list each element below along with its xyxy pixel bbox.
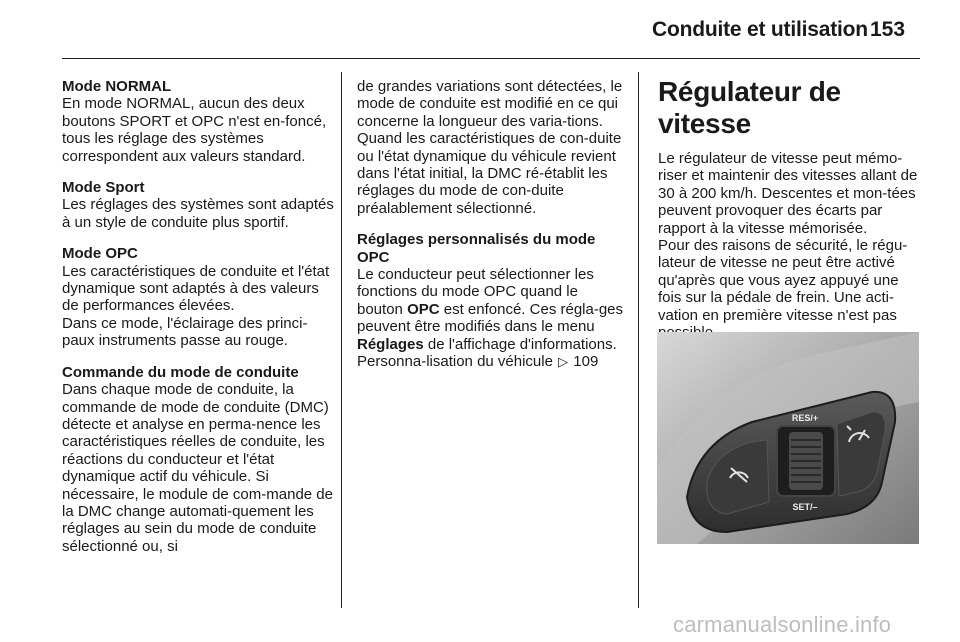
opc-custom-text-a: Le conducteur peut sélectionner les fonctions du mode OPC quand le bouton	[357, 266, 594, 318]
dmc-continued-text: de grandes variations sont détectées, le mode de conduite est modifié en ce qui concerne la longueur des varia-tions.	[357, 78, 623, 130]
opc-button-label: OPC	[407, 300, 440, 318]
column-divider-2	[638, 72, 639, 608]
opc-custom-heading: Réglages personnalisés du mode OPC	[357, 231, 596, 266]
mode-normal-heading: Mode NORMAL	[62, 78, 172, 95]
header-rule	[62, 58, 920, 59]
mode-opc-heading: Mode OPC	[62, 245, 138, 263]
page-reference-icon: ▷	[558, 354, 569, 370]
mode-sport-text: Les réglages des systèmes sont adaptés à un style de conduite plus sportif.	[62, 196, 334, 231]
page-number: 153	[870, 18, 906, 41]
column-1	[62, 78, 334, 555]
set-minus-label: SET/–	[792, 502, 818, 512]
dmc-reset-text: Quand les caractéristiques de con-duite ou l'état dynamique du véhicule revient dans l'état initial, la DMC ré-établit les réglages du mode de con-duite préalablement sélectionné.	[357, 130, 622, 217]
page-reference-number[interactable]: 109	[573, 353, 599, 371]
mode-sport-heading: Mode Sport	[62, 179, 145, 197]
watermark: carmanualsonline.info	[673, 612, 892, 637]
opc-custom-text-b: est enfoncé. Ces régla-ges peuvent être modifiés dans le menu	[357, 300, 624, 336]
dmc-text: Dans chaque mode de conduite, la commande de mode de conduite (DMC) détecte et analyse en perma-nence les caractéristiques réelles de conduite, les réactions du conducteur et l'état dynamique actif du véhicule. Si nécessaire, le module de com-mande de la DMC change automati-quement les réglages au sein du mode de conduite sélectionné ou, si	[62, 381, 333, 555]
cruise-control-text-1: Le régulateur de vitesse peut mémo-riser et maintenir des vitesses allant de 30 à 200 km/h. Descentes et mon-tées peuvent provoquer des écarts par rapport à la vitesse mémorisée.	[658, 150, 918, 237]
page-header-title: Conduite et utilisation	[652, 18, 868, 41]
mode-opc-text-2: Dans ce mode, l'éclairage des princi-paux instruments passe au rouge.	[62, 314, 308, 350]
mode-normal-text: En mode NORMAL, aucun des deux boutons SPORT et OPC n'est en-foncé, tous les réglage des systèmes correspondent aux valeurs standard.	[62, 95, 327, 165]
cruise-control-heading: Régulateur de vitesse	[658, 76, 841, 139]
column-divider-1	[341, 72, 342, 608]
steering-wheel-illustration	[657, 332, 919, 544]
mode-opc-text: Les caractéristiques de conduite et l'état dynamique sont adaptés à des valeurs de performances élevées.	[62, 262, 330, 315]
opc-custom-text-c: de l'affichage d'informations. Personna-lisation du véhicule	[357, 335, 617, 371]
settings-menu-label: Réglages	[357, 335, 424, 353]
res-plus-label: RES/+	[791, 413, 819, 423]
cruise-control-text-2: Pour des raisons de sécurité, le régu-lateur de vitesse ne peut être activé qu'après que vous ayez appuyé une fois sur la pédale de frein. Une acti-vation en première vitesse n'est pas	[658, 237, 908, 324]
column-3	[658, 76, 922, 341]
opc-custom-text	[357, 266, 627, 370]
column-2	[357, 78, 627, 371]
dmc-heading: Commande du mode de conduite	[62, 363, 299, 381]
